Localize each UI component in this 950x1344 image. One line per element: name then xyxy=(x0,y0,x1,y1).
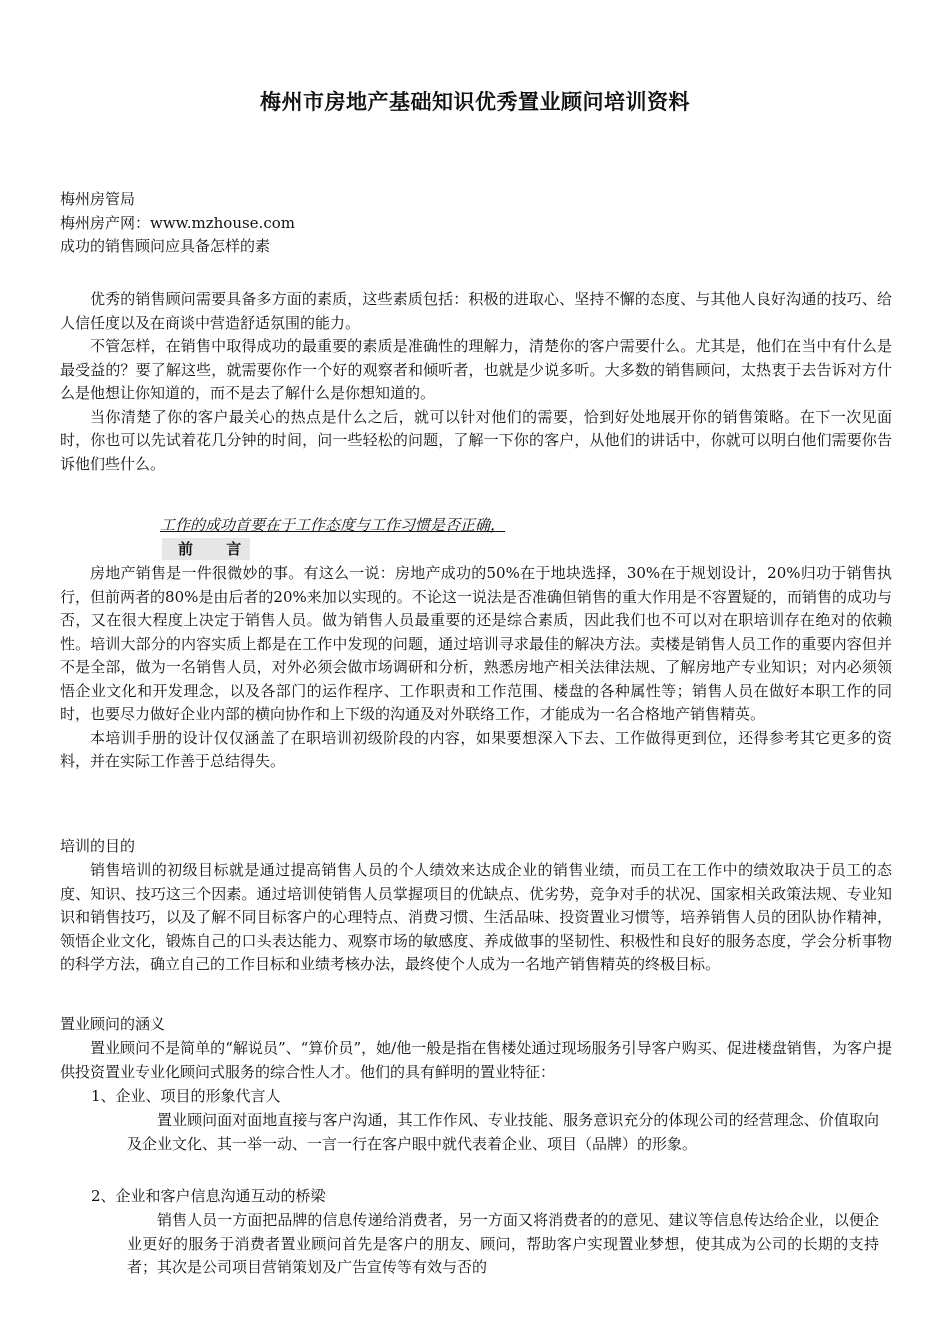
item-body xyxy=(127,1209,879,1280)
training-purpose-section xyxy=(60,859,892,977)
preface-heading: 前 言 xyxy=(162,538,250,560)
document-title: 梅州市房地产基础知识优秀置业顾问培训资料 xyxy=(260,90,690,114)
training-purpose-paragraph: 销售培训的初级目标就是通过提高销售人员的个人绩效来达成企业的销售业绩，而员工在工作中的绩效取决于员工的态度、知识、技巧这三个因素。通过培训使销售人员掌握项目的优缺点、优劣势，竞争对手的状况、国家相关政策法规、专业知识和销售技巧，以及了解不同目标客户的心理特点、消费习惯、生活品味、投资置业习惯等，培养销售人员的团队协作精神，领悟企业文化，锻炼自己的口头表达能力、观察市场的敏感度、养成做事的坚韧性、积极性和良好的服务态度，学会分析事物的科学方法，确立自己的工作目标和业绩考核办法，最终使个人成为一名地产销售精英的终极目标。 xyxy=(60,861,892,973)
consultant-section xyxy=(60,1037,892,1084)
item-paragraph: 置业顾问面对面地直接与客户沟通，其工作作风、专业技能、服务意识充分的体现公司的经营理念、价值取向及企业文化、其一举一动、一言一行在客户眼中就代表着企业、项目（品牌）的形象。 xyxy=(127,1111,879,1153)
intro-paragraph: 不管怎样，在销售中取得成功的最重要的素质是准确性的理解力，清楚你的客户需要什么。尤其是，他们在当中有什么是最受益的？要了解这些，就需要你作一个好的观察者和倾听者，也就是少说多听。大多数的销售顾问，太热衷于去告诉对方什么是他想让你知道的，而不是去了解什么是你想知道的。 xyxy=(60,337,892,402)
consultant-paragraph: 置业顾问不是简单的“解说员”、“算价员”，她/他一般是指在售楼处通过现场服务引导客户购买、促进楼盘销售，为客户提供投资置业专业化顾问式服务的综合性人才。他们的具有鲜明的置业特征： xyxy=(60,1039,892,1081)
consultant-heading: 置业顾问的涵义 xyxy=(60,1015,166,1033)
intro-paragraph: 优秀的销售顾问需要具备多方面的素质，这些素质包括：积极的进取心、坚持不懈的态度、与其他人良好沟通的技巧、给人信任度以及在商谈中营造舒适氛围的能力。 xyxy=(60,290,892,332)
item-paragraph: 销售人员一方面把品牌的信息传递给消费者，另一方面又将消费者的的意见、建议等信息传达给企业，以便企业更好的服务于消费者置业顾问首先是客户的朋友、顾问，帮助客户实现置业梦想，使其成为公司的长期的支持者；其次是公司项目营销策划及广告宣传等有效与否的 xyxy=(127,1211,879,1276)
website-line: 梅州房产网：www.mzhouse.com xyxy=(60,213,295,232)
item-label: 2、企业和客户信息沟通互动的桥梁 xyxy=(91,1187,326,1205)
training-purpose-heading: 培训的目的 xyxy=(60,837,136,855)
preface-section xyxy=(60,562,892,774)
motto-line: 工作的成功首要在于工作态度与工作习惯是否正确， xyxy=(160,516,506,534)
header-block xyxy=(60,188,295,259)
preface-paragraph: 房地产销售是一件很微妙的事。有这么一说：房地产成功的50%在于地块选择，30%在于规划设计，20%归功于销售执行，但前两者的80%是由后者的20%来加以实现的。不论这一说法是否准确但销售的重大作用是不容置疑的，而销售的成功与否，又在很大程度上决定于销售人员。做为销售人员最重要的还是综合素质，因此我们也不可以对在职培训存在绝对的依赖性。培训大部分的内容实质上都是在工作中发现的问题，通过培训寻求最佳的解决方法。卖楼是销售人员工作的重要内容但并不是全部，做为一名销售人员，对外必须会做市场调研和分析，熟悉房地产相关法律法规、了解房地产专业知识；对内必须领悟企业文化和开发理念，以及各部门的运作程序、工作职责和工作范围、楼盘的各种属性等；销售人员在做好本职工作的同时，也要尽力做好企业内部的横向协作和上下级的沟通及对外联络工作，才能成为一名合格地产销售精英。 xyxy=(60,564,892,723)
preface-paragraph: 本培训手册的设计仅仅涵盖了在职培训初级阶段的内容，如果要想深入下去、工作做得更到位，还得参考其它更多的资料，并在实际工作善于总结得失。 xyxy=(60,728,892,770)
issuer-line: 梅州房管局 xyxy=(60,190,136,208)
intro-paragraph: 当你清楚了你的客户最关心的热点是什么之后，就可以针对他们的需要，恰到好处地展开你的销售策略。在下一次见面时，你也可以先试着花几分钟的时间，问一些轻松的问题，了解一下你的客户，从他们的讲话中，你就可以明白他们需要你告诉他们些什么。 xyxy=(60,407,892,473)
intro-section xyxy=(60,288,892,476)
item-label: 1、企业、项目的形象代言人 xyxy=(91,1087,281,1105)
topic-line: 成功的销售顾问应具备怎样的素 xyxy=(60,237,271,255)
item-body xyxy=(127,1109,879,1156)
